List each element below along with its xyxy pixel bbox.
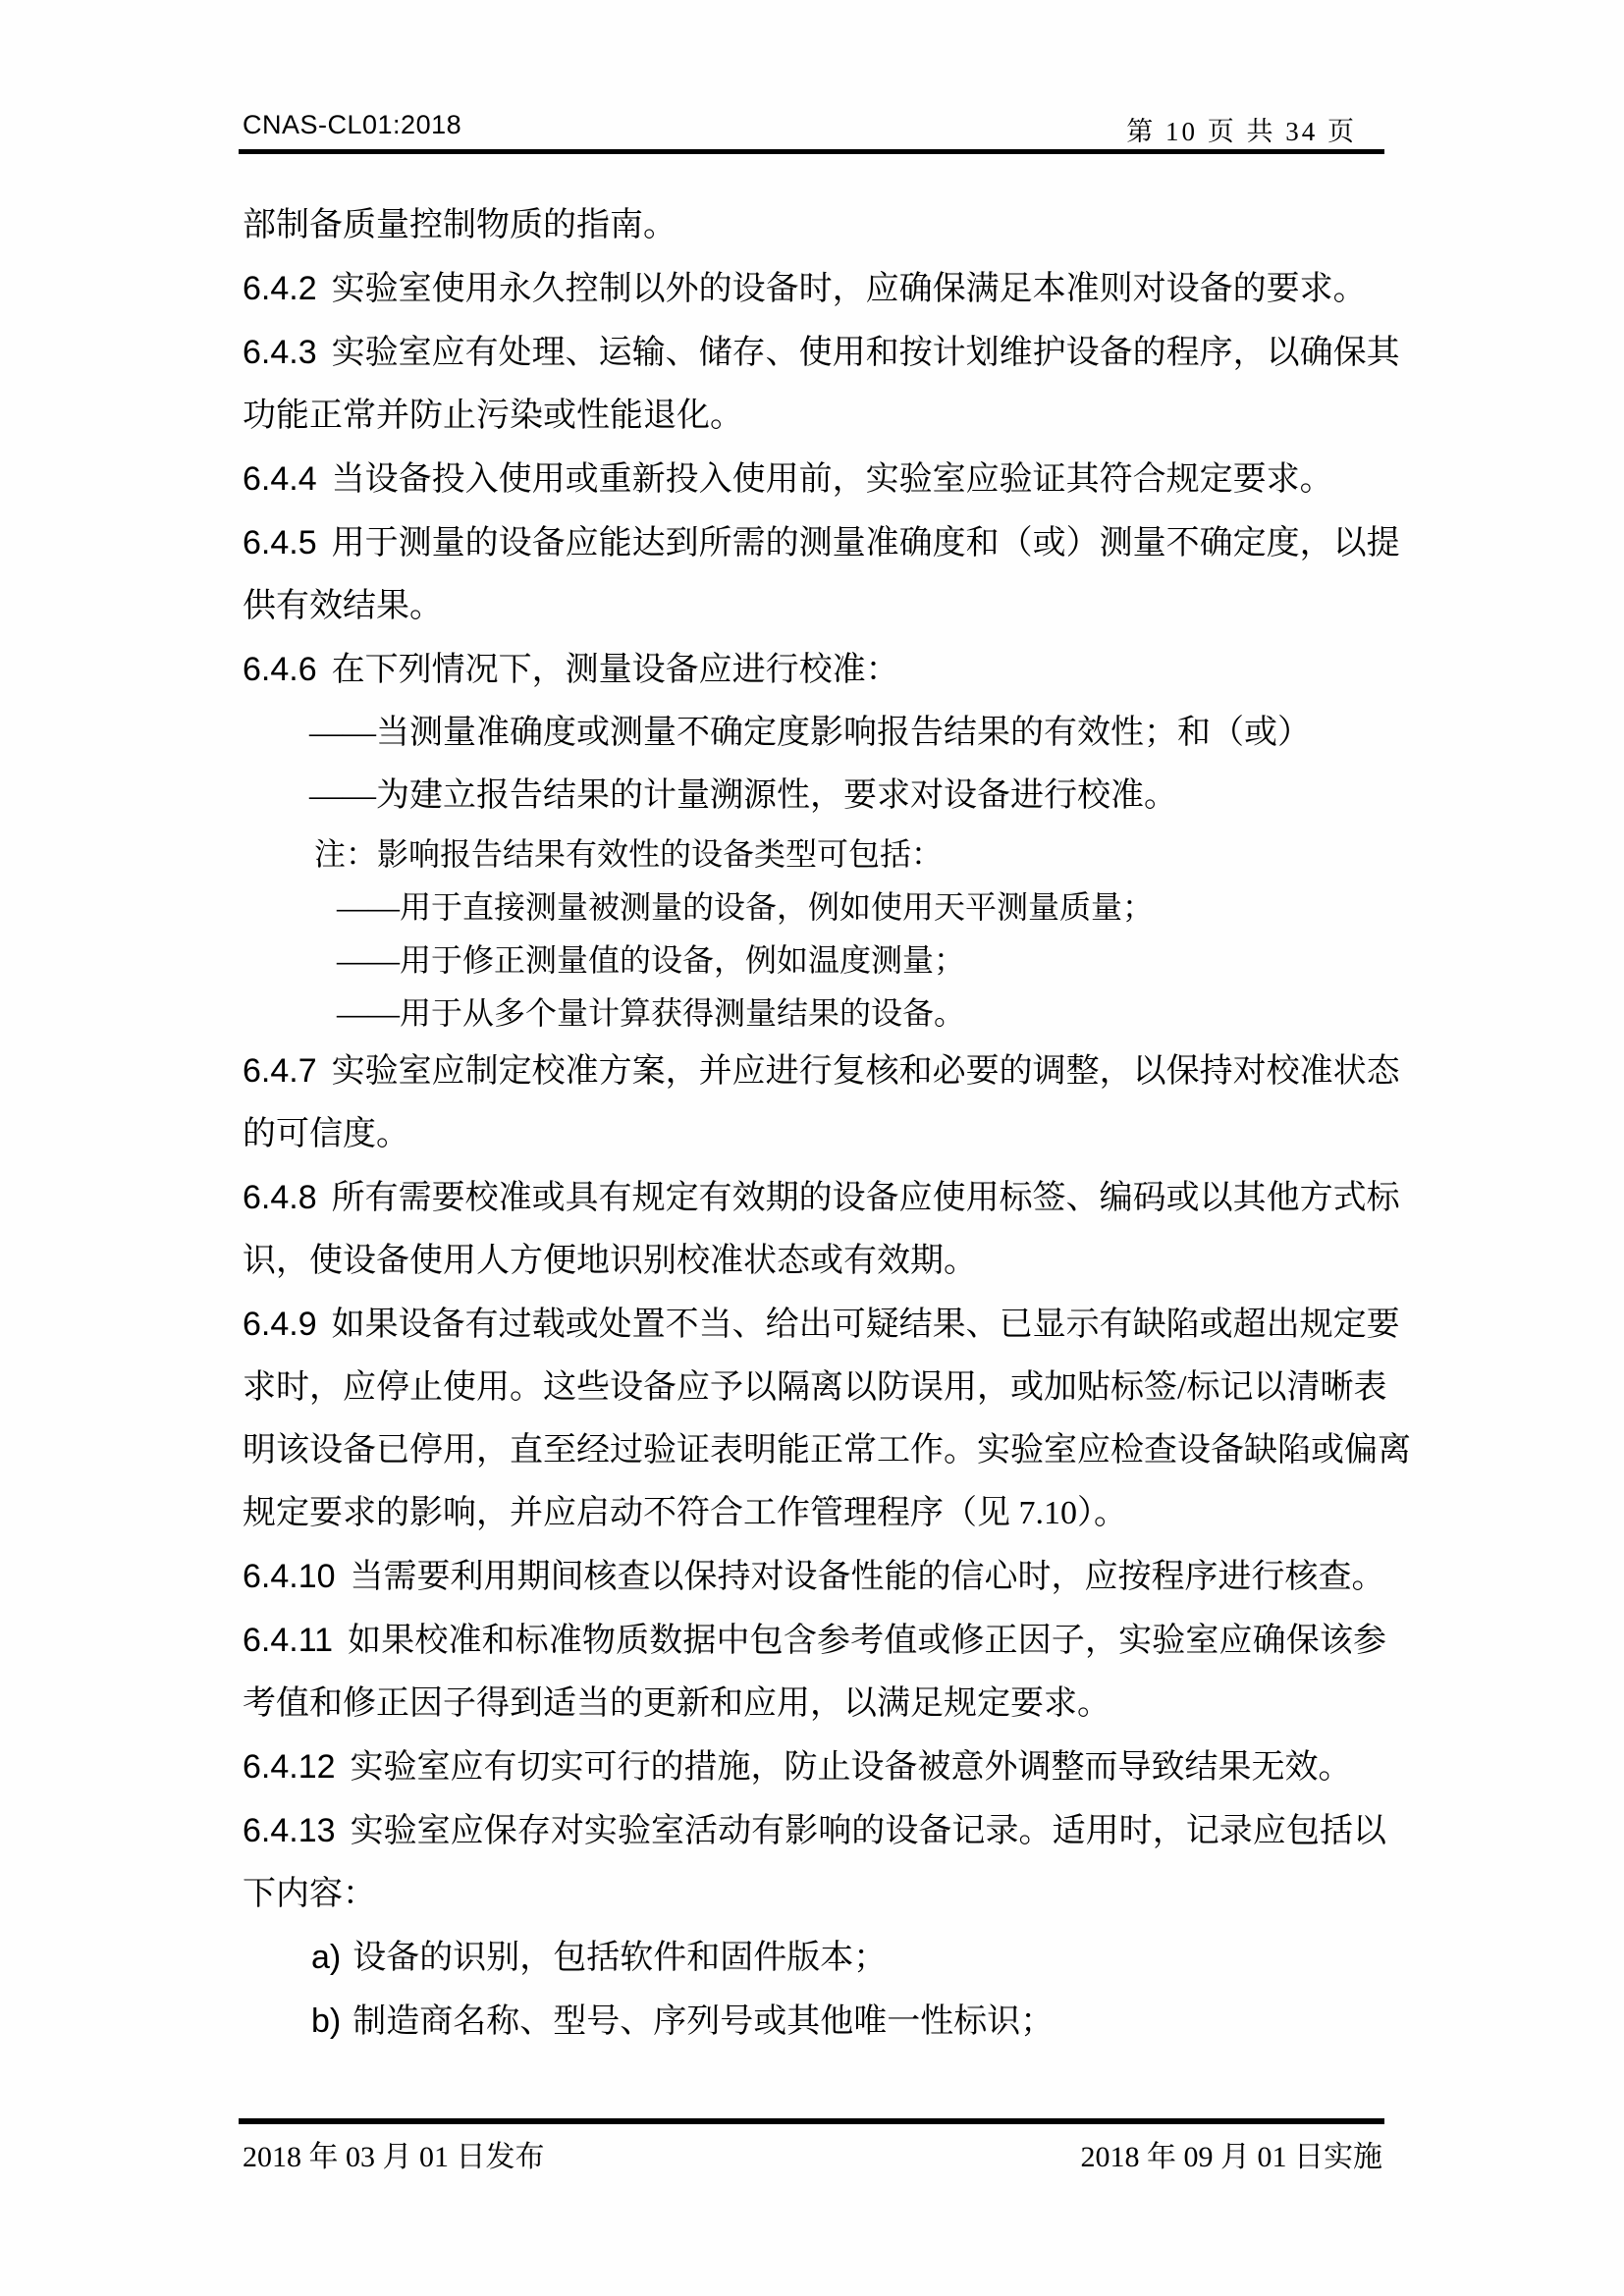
line-text: 部制备质量控制物质的指南。 xyxy=(243,207,677,243)
line-text: 实验室应有处理、运输、储存、使用和按计划维护设备的程序，以确保其 xyxy=(331,335,1400,371)
list-item-line xyxy=(243,1990,1386,2054)
list-marker: b) xyxy=(311,2002,342,2040)
body-line xyxy=(243,511,1400,575)
line-text: ——为建立报告结果的计量溯源性，要求对设备进行校准。 xyxy=(309,777,1177,814)
body-line xyxy=(243,1482,1386,1545)
note-dash-item-line xyxy=(243,934,1386,987)
line-text: 功能正常并防止污染或性能退化。 xyxy=(243,398,743,434)
clause-number: 6.4.3 xyxy=(243,334,317,371)
line-text: 所有需要校准或具有规定有效期的设备应使用标签、编码或以其他方式标 xyxy=(331,1180,1400,1216)
clause-number: 6.4.7 xyxy=(243,1052,317,1090)
body-line xyxy=(243,575,1386,638)
clause-number: 6.4.2 xyxy=(243,270,317,307)
footer-release-date: 2018 年 03 月 01 日发布 xyxy=(243,2141,545,2173)
line-text: 如果设备有过载或处置不当、给出可疑结果、已显示有缺陷或超出规定要 xyxy=(331,1307,1400,1343)
line-text: 规定要求的影响，并应启动不符合工作管理程序（见 7.10）。 xyxy=(243,1495,1127,1531)
body-line xyxy=(243,1735,1386,1799)
clause-number: 6.4.5 xyxy=(243,524,317,561)
line-text: 用于测量的设备应能达到所需的测量准确度和（或）测量不确定度，以提 xyxy=(331,525,1400,561)
line-text: 明该设备已停用，直至经过验证表明能正常工作。实验室应检查设备缺陷或偏离 xyxy=(243,1432,1411,1468)
clause-number: 6.4.8 xyxy=(243,1179,317,1216)
line-text: ——用于修正测量值的设备，例如温度测量； xyxy=(337,942,966,978)
body-line xyxy=(243,1293,1400,1357)
clause-number: 6.4.12 xyxy=(243,1748,336,1786)
line-text: 下内容： xyxy=(243,1876,376,1912)
line-text: 实验室应保存对实验室活动有影响的设备记录。适用时，记录应包括以 xyxy=(350,1813,1386,1849)
body-line xyxy=(243,1230,1386,1293)
note-dash-item-line xyxy=(243,881,1386,934)
line-text: 实验室使用永久控制以外的设备时，应确保满足本准则对设备的要求。 xyxy=(331,271,1367,307)
line-text: 注：影响报告结果有效性的设备类型可包括： xyxy=(314,836,944,872)
clause-number: 6.4.4 xyxy=(243,460,317,498)
body-line xyxy=(243,1673,1386,1735)
body-line xyxy=(243,1863,1386,1926)
body-line xyxy=(243,1799,1386,1863)
line-text: 设备的识别，包括软件和固件版本； xyxy=(352,1940,888,1976)
dash-item-line xyxy=(243,702,1386,765)
footer-implement-date: 2018 年 09 月 01 日实施 xyxy=(1080,2141,1382,2173)
body-line xyxy=(243,194,1386,257)
body-line xyxy=(243,638,1386,702)
line-text: 实验室应制定校准方案，并应进行复核和必要的调整，以保持对校准状态 xyxy=(331,1053,1400,1090)
line-text: 当需要利用期间核查以保持对设备性能的信心时，应按程序进行核查。 xyxy=(350,1559,1385,1595)
header-page-number: 第 10 页 共 34 页 xyxy=(1126,117,1357,146)
line-text: 考值和修正因子得到适当的更新和应用，以满足规定要求。 xyxy=(243,1685,1110,1722)
line-text: 实验室应有切实可行的措施，防止设备被意外调整而导致结果无效。 xyxy=(350,1749,1352,1786)
clause-number: 6.4.10 xyxy=(243,1558,336,1595)
line-text: 的可信度。 xyxy=(243,1116,409,1152)
list-marker: a) xyxy=(311,1939,342,1976)
body-line xyxy=(243,1419,1411,1482)
line-text: 当设备投入使用或重新投入使用前，实验室应验证其符合规定要求。 xyxy=(331,461,1333,498)
note-dash-item-line xyxy=(243,987,1386,1040)
body-line xyxy=(243,448,1386,511)
line-text: 制造商名称、型号、序列号或其他唯一性标识； xyxy=(352,2003,1055,2040)
clause-number: 6.4.13 xyxy=(243,1812,336,1849)
footer-rule xyxy=(239,2118,1384,2124)
body-line xyxy=(243,1357,1386,1419)
line-text: 求时，应停止使用。这些设备应予以隔离以防误用，或加贴标签/标记以清晰表 xyxy=(243,1369,1387,1406)
clause-number: 6.4.11 xyxy=(243,1622,334,1659)
body-line xyxy=(243,1545,1386,1609)
document-body xyxy=(243,194,1411,2054)
clause-number: 6.4.9 xyxy=(243,1306,317,1343)
line-text: ——用于从多个量计算获得测量结果的设备。 xyxy=(337,995,966,1031)
body-line xyxy=(243,1609,1386,1673)
line-text: ——用于直接测量被测量的设备，例如使用天平测量质量； xyxy=(337,889,1155,925)
header-doc-code: CNAS-CL01:2018 xyxy=(243,110,462,139)
note-line xyxy=(243,828,1386,881)
body-line xyxy=(243,257,1386,321)
body-line xyxy=(243,1166,1400,1230)
line-text: 如果校准和标准物质数据中包含参考值或修正因子，实验室应确保该参 xyxy=(348,1623,1386,1659)
body-line xyxy=(243,321,1400,385)
dash-item-line xyxy=(243,765,1386,828)
line-text: 供有效结果。 xyxy=(243,588,443,624)
body-line xyxy=(243,385,1386,448)
header-rule xyxy=(239,149,1384,154)
line-text: ——当测量准确度或测量不确定度影响报告结果的有效性；和（或） xyxy=(309,715,1311,751)
body-line xyxy=(243,1040,1400,1103)
list-item-line xyxy=(243,1926,1386,1990)
line-text: 在下列情况下，测量设备应进行校准： xyxy=(331,652,899,688)
body-line xyxy=(243,1103,1386,1166)
clause-number: 6.4.6 xyxy=(243,651,317,688)
line-text: 识，使设备使用人方便地识别校准状态或有效期。 xyxy=(243,1243,977,1279)
